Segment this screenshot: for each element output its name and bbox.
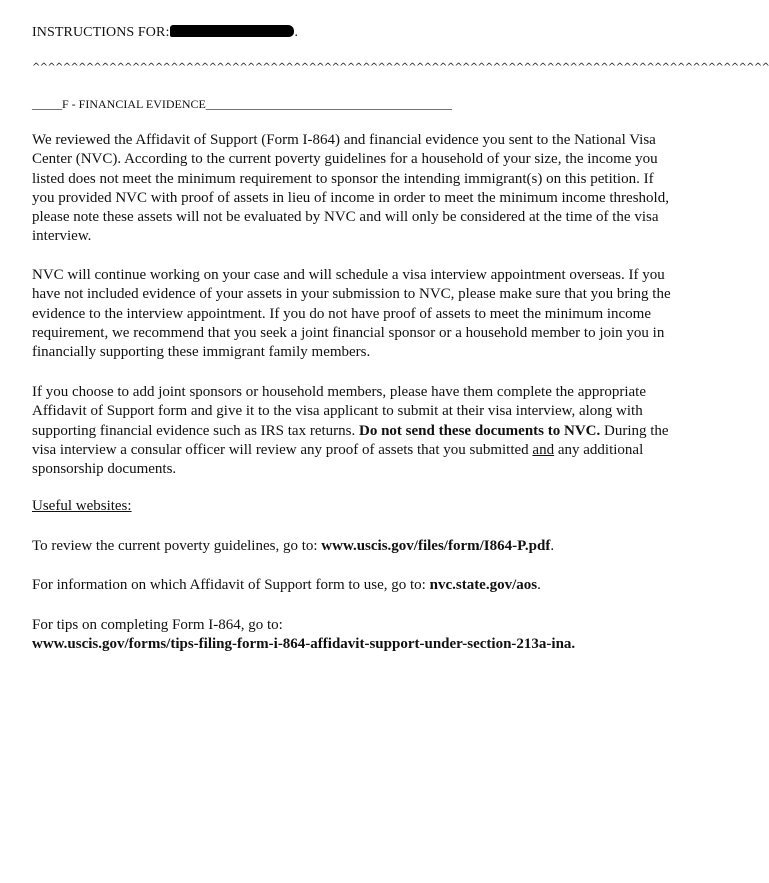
website-link-tips-url[interactable]: www.uscis.gov/forms/tips-filing-form-i-864-affidavit-support-under-section-213a-ina [32, 636, 572, 653]
paragraph-interview: NVC will continue working on your case and will schedule a visa interview appointment overseas. If you have not included evidence of your assets in your submission to NVC, please make sure that you bring the evidence to the interview appointment. If you do not have proof of assets to meet the minimum income requirement, we recommend that you seek a joint financial sponsor or a household member to join you in financially supporting these immigrant family members. [32, 267, 671, 361]
section-heading [32, 97, 452, 112]
section-title: F - FINANCIAL EVIDENCE [62, 97, 206, 111]
website-text: For information on which Affidavit of Support form to use, go to: [32, 577, 430, 593]
website-text: To review the current poverty guidelines, go to: [32, 538, 322, 554]
website-end: . [571, 636, 576, 653]
section-trail-blank: _________________________________________ [205, 97, 452, 111]
website-link-tips[interactable] [32, 635, 575, 654]
p3-underlined-and: and [532, 441, 555, 458]
header-suffix: . [294, 25, 299, 40]
useful-websites-heading: Useful websites: [32, 498, 132, 514]
instructions-header [32, 25, 298, 41]
paragraph-joint-sponsors [32, 383, 672, 479]
website-link-poverty[interactable]: www.uscis.gov/files/form/I864-P.pdf [321, 538, 551, 554]
p3-text-1: If you choose to add joint sponsors or household members, please have them complete the appropriate Affidavit of Support form and give it to the visa applicant to submit at their visa interview, along with supporting financial evidence such as IRS tax returns. [32, 384, 647, 439]
website-item-aos [32, 577, 541, 594]
website-end: . [550, 538, 555, 554]
redaction-mark [170, 25, 294, 37]
website-text: For tips on completing Form I-864, go to: [32, 617, 283, 633]
p3-text-3: any additional sponsorship documents. [32, 441, 644, 478]
caret-divider: ^^^^^^^^^^^^^^^^^^^^^^^^^^^^^^^^^^^^^^^^^^^^^^^^^^^^^^^^^^^^^^^^^^^^^^^^^^^^^^^^^^^^^^^^^^^^^^^^ [32, 62, 769, 73]
p3-text-2: During the visa interview a consular officer will review any proof of assets that you submitted [32, 422, 669, 458]
website-link-aos[interactable]: nvc.state.gov/aos [429, 577, 538, 593]
website-item-poverty [32, 538, 554, 555]
paragraph-review: We reviewed the Affidavit of Support (Form I-864) and financial evidence you sent to the National Visa Center (NVC). According to the current poverty guidelines for a household of your size, the income you listed does not meet the minimum requirement to sponsor the intending immigrant(s) on this petition. If you provided NVC with proof of assets in lieu of income in order to meet the minimum income threshold, please note these assets will not be evaluated by NVC and will only be considered at the time of the visa interview. [32, 132, 669, 245]
website-end: . [537, 577, 541, 593]
p3-bold-notice: Do not send these documents to NVC. [359, 422, 601, 439]
website-item-tips [32, 616, 575, 655]
instructions-label: INSTRUCTIONS FOR: [32, 25, 170, 40]
section-lead-blank: _____ [32, 97, 62, 111]
